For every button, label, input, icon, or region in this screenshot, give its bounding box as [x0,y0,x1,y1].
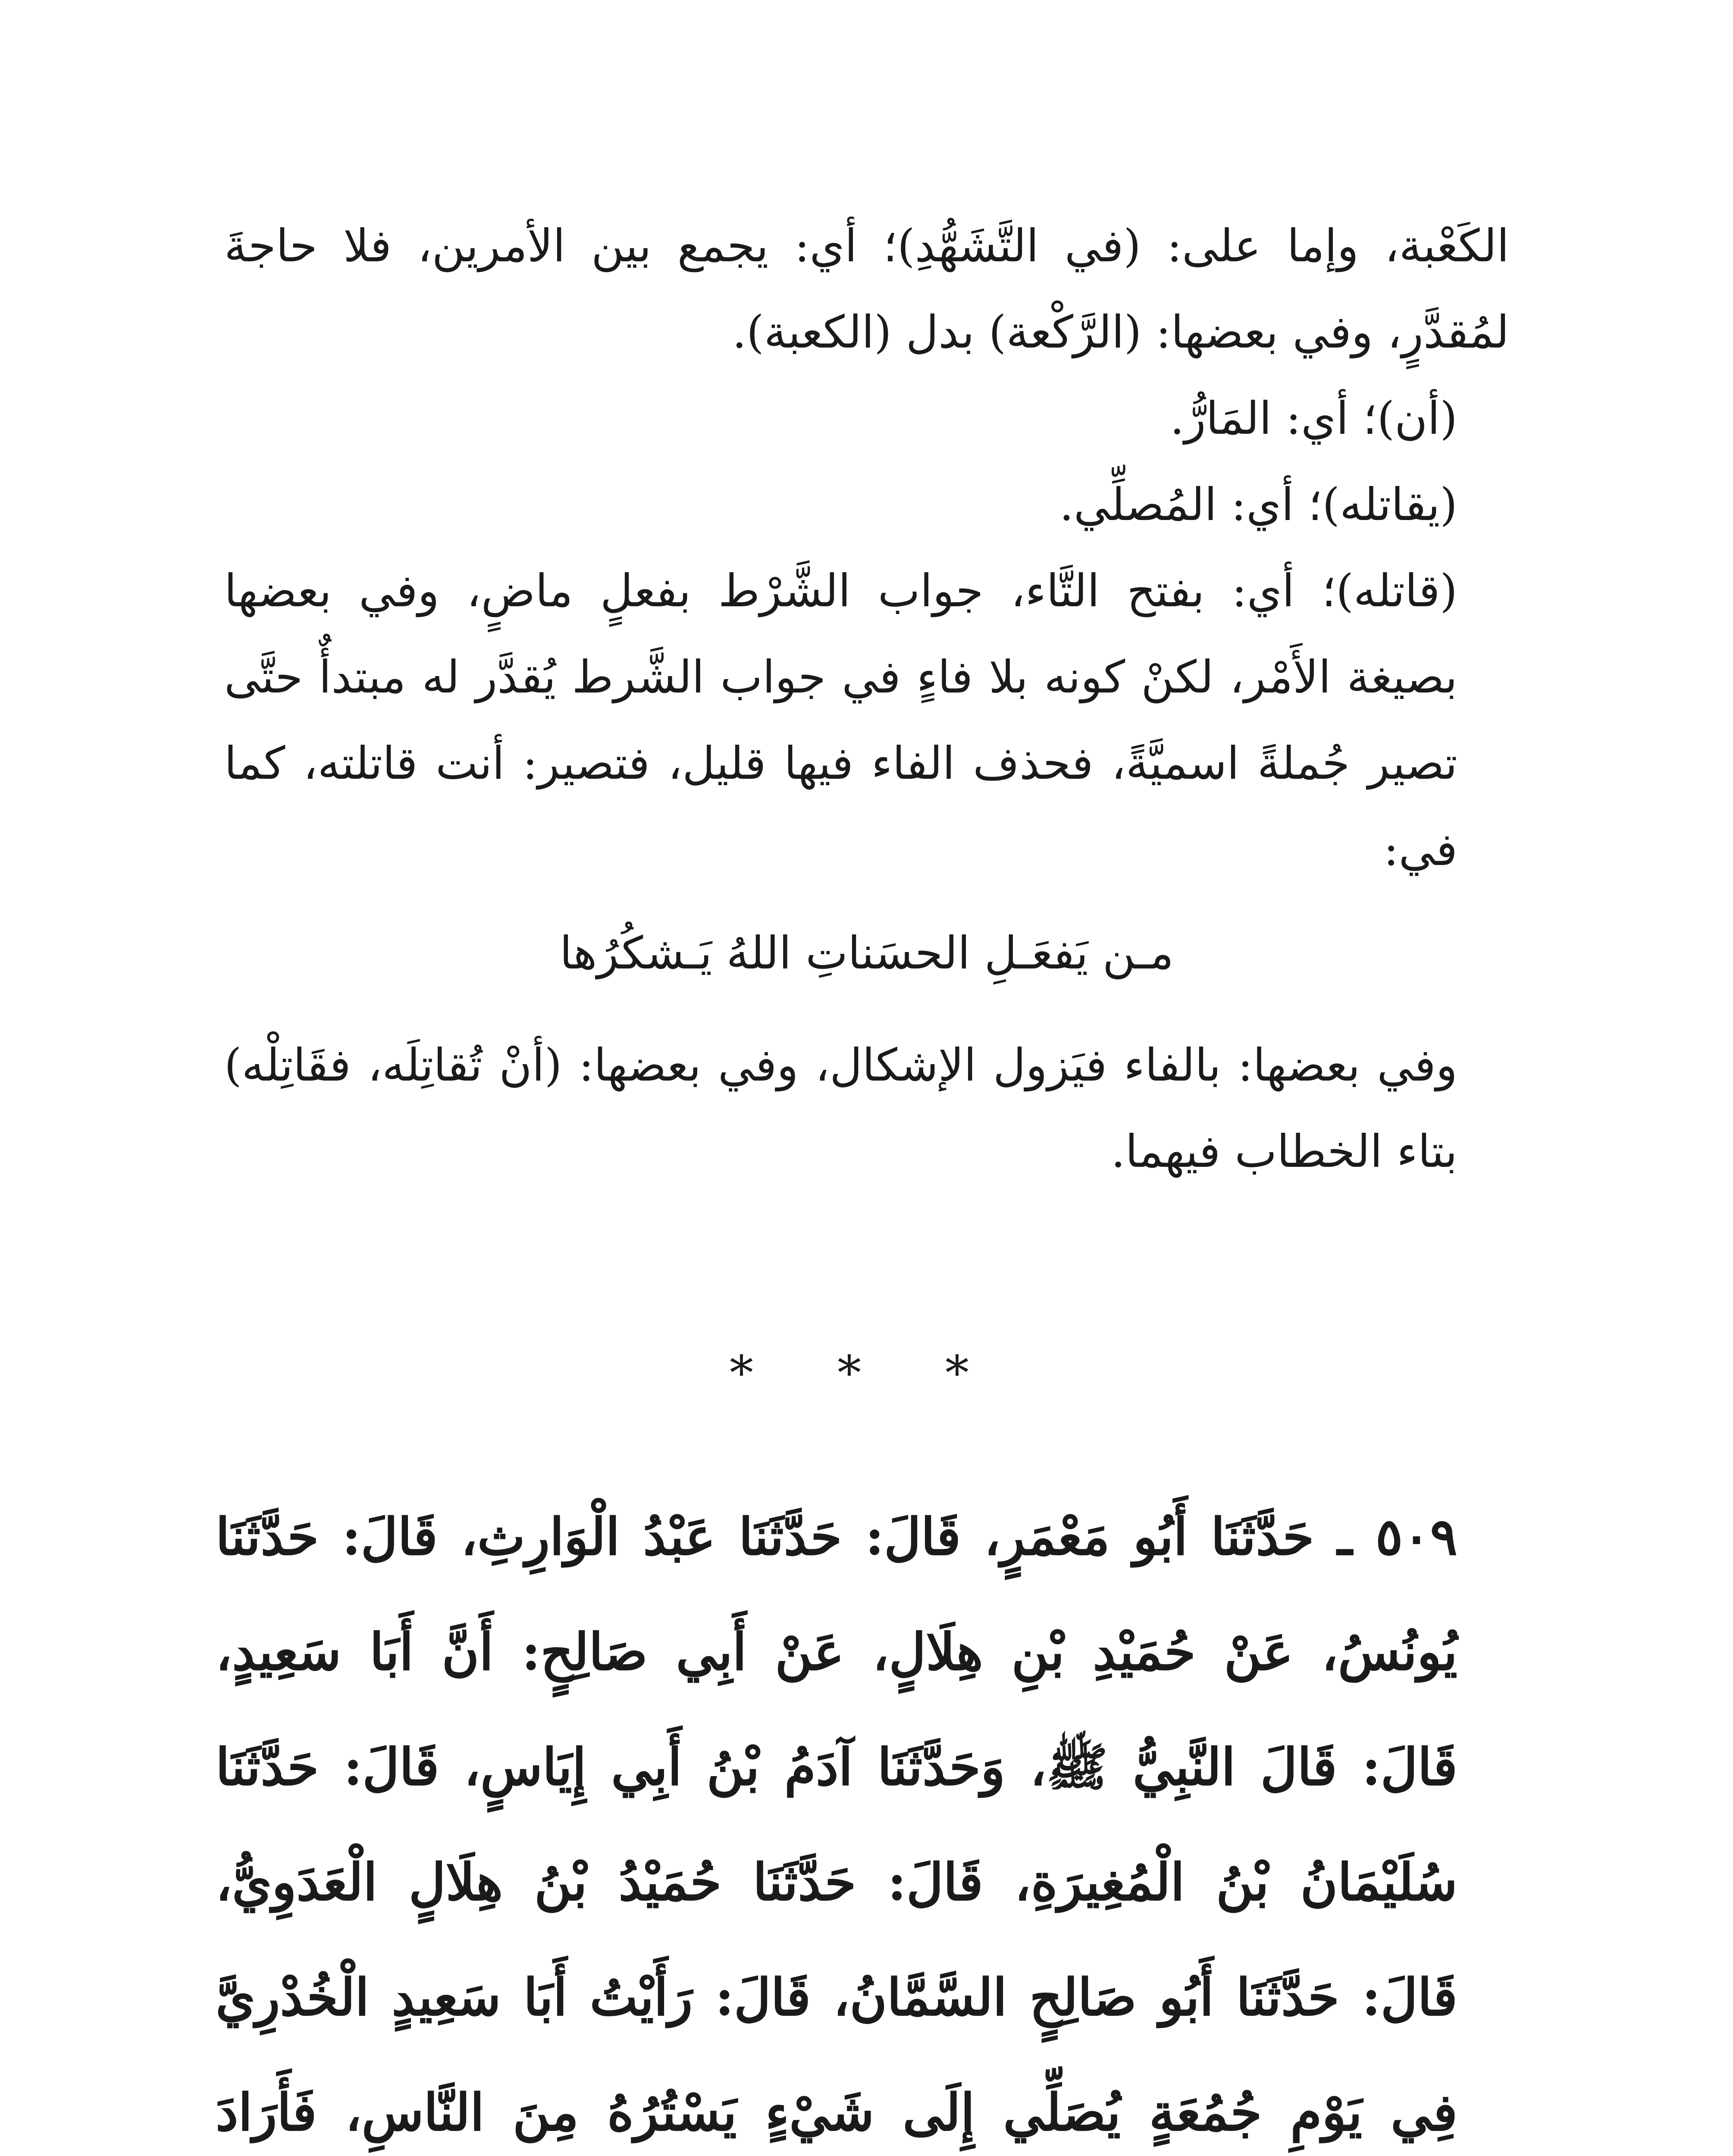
hadith-text: ٥٠٩ ـ حَدَّثَنَا أَبُو مَعْمَرٍ، قَالَ: حَدَّثَنَا عَبْدُ الْوَارِثِ، قَالَ: حَدَّثَنَا يُونُسُ، عَنْ حُمَيْدِ بْنِ هِلَالٍ، عَنْ أَبِي صَالِحٍ: أَنَّ أَبَا سَعِيدٍ، قَالَ: قَالَ النَّبِيُّ ﷺ، وَحَدَّثَنَا آدَمُ بْنُ أَبِي إِيَاسٍ، قَالَ: حَدَّثَنَا سُلَيْمَانُ بْنُ الْمُغِيرَةِ، قَالَ: حَدَّثَنَا حُمَيْدُ بْنُ هِلَالٍ الْعَدَوِيُّ، قَالَ: حَدَّثَنَا أَبُو صَالِحٍ السَّمَّانُ، قَالَ: رَأَيْتُ أَبَا سَعِيدٍ الْخُدْرِيَّ فِي يَوْمِ جُمُعَةٍ يُصَلِّي إِلَى شَيْءٍ يَسْتُرُهُ مِنَ النَّاسِ، فَأَرَادَ [216,1507,1457,2142]
commentary-paragraph-2: (أن)؛ أي: المَارُّ. [1170,392,1457,445]
section-separator: * * * [730,1345,1003,1401]
poetry-verse: مـن يَفعَـلِ الحسَناتِ اللهُ يَـشكُرُها [559,927,1174,979]
hadith-block [216,1479,1518,2156]
commentary-block [224,203,1509,1194]
commentary-paragraph-5: وفي بعضها: بالفاء فيَزول الإشكال، وفي بعضها: (أنْ تُقاتِلَه، فقَاتِلْه) بتاء الخطاب فيهما. [224,1039,1457,1178]
commentary-paragraph-1: الكَعْبة، وإما على: (في التَّشَهُّدِ)؛ أي: يجمع بين الأمرين، فلا حاجةَ لمُقدَّرٍ، وفي بعضها: (الرَّكْعة) بدل (الكعبة). [224,219,1509,358]
commentary-paragraph-4: (قاتله)؛ أي: بفتح التَّاء، جواب الشَّرْط بفعلٍ ماضٍ، وفي بعضها بصيغة الأَمْر، لكنْ كونه بلا فاءٍ في جواب الشَّرط يُقدَّر له مبتدأٌ حتَّى تصير جُملةً اسميَّةً، فحذف الفاء فيها قليل، فتصير: أنت قاتلته، كما في: [224,564,1457,876]
commentary-paragraph-3: (يقاتله)؛ أي: المُصلِّي. [1059,478,1457,531]
